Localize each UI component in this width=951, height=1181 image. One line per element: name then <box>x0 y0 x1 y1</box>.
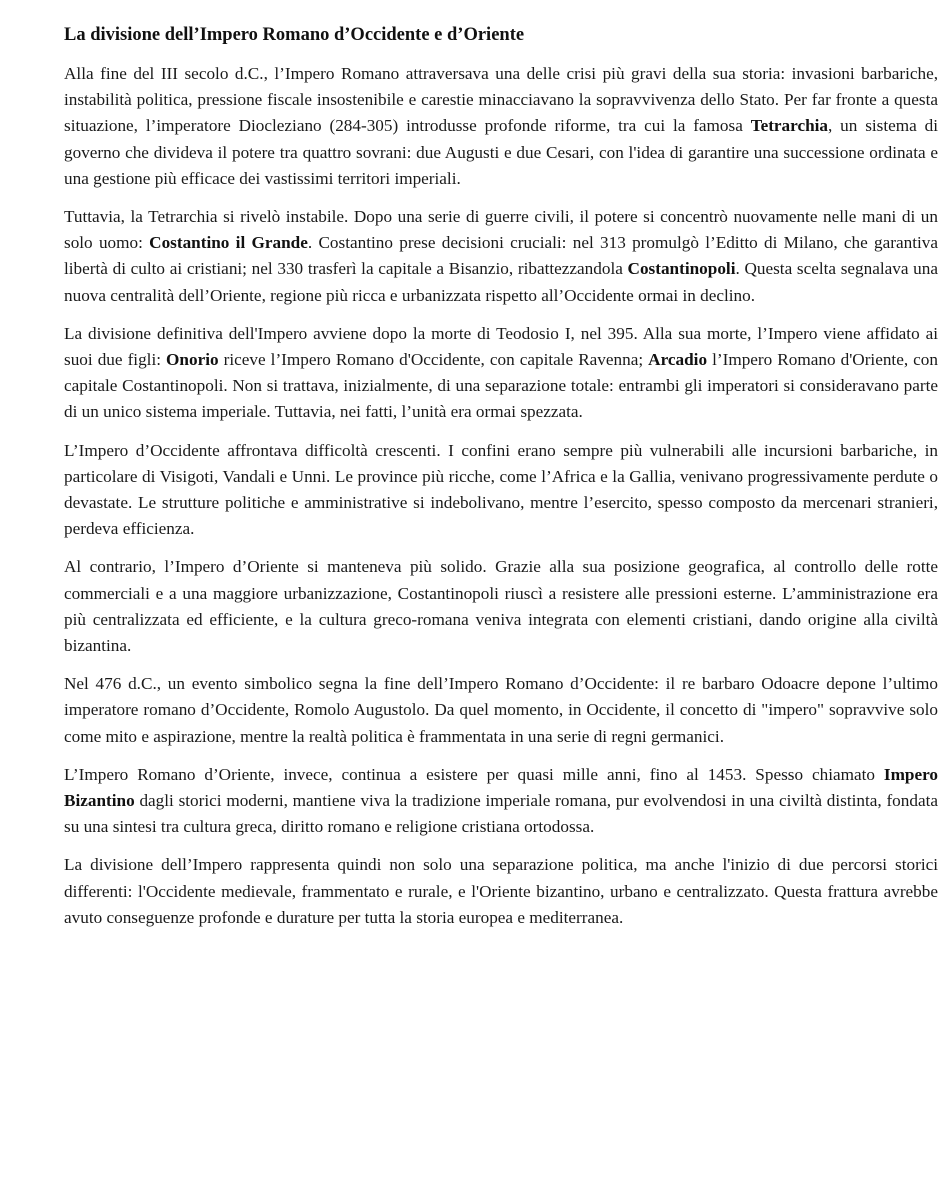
text-segment: L’Impero Romano d’Oriente, invece, continua a esistere per quasi mille anni, fino al 1453. Spesso chiamato <box>64 764 884 784</box>
bold-term: Costantino il Grande <box>149 233 308 253</box>
paragraph-2 <box>64 204 938 309</box>
bold-term: Costantinopoli <box>627 259 736 279</box>
text-segment: , un sistema di governo che divideva il potere tra quattro sovrani: due Augusti e due Cesari, con l'idea di garantire una successione ordinata e una gestione più efficace dei vastissimi territori imperiali. <box>64 116 938 188</box>
text-segment: . Costantino prese decisioni cruciali: nel 313 promulgò l’Editto di Milano, che garantiva libertà di culto ai cristiani; nel 330 trasferì la capitale a Bisanzio, ribattezzandola <box>64 233 938 279</box>
paragraph-5 <box>64 554 938 659</box>
text-segment: dagli storici moderni, mantiene viva la tradizione imperiale romana, pur evolvendosi in una civiltà distinta, fondata su una sintesi tra cultura greca, diritto romano e religione cristiana ortodossa. <box>64 791 938 837</box>
bold-term: Tetrarchia <box>750 116 829 136</box>
paragraph-4 <box>64 438 938 543</box>
paragraph-7 <box>64 762 938 841</box>
paragraph-3 <box>64 321 938 426</box>
text-segment: L’Impero d’Occidente affrontava difficoltà crescenti. I confini erano sempre più vulnerabili alle incursioni barbariche, in particolare di Visigoti, Vandali e Unni. Le province più ricche, come l’Africa e la Gallia, venivano progressivamente perdute o devastate. Le strutture politiche e amministrative si indebolivano, mentre l’esercito, spesso composto da mercenari stranieri, perdeva efficienza. <box>64 440 938 539</box>
bold-term: Onorio <box>166 350 219 370</box>
document-title: La divisione dell’Impero Romano d’Occidente e d’Oriente <box>64 25 525 45</box>
text-segment: Al contrario, l’Impero d’Oriente si manteneva più solido. Grazie alla sua posizione geografica, al controllo delle rotte commerciali e a una maggiore urbanizzazione, Costantinopoli riuscì a resistere alle pressioni esterne. L’amministrazione era più centralizzata ed efficiente, e la cultura greco-romana veniva integrata con elementi cristiani, dando origine alla civiltà bizantina. <box>64 557 938 656</box>
text-segment: l’Impero Romano d'Oriente, con capitale Costantinopoli. Non si trattava, inizialmente, di una separazione totale: entrambi gli imperatori si consideravano parte di un unico sistema imperiale. Tuttavia, nei fatti, l’unità era ormai spezzata. <box>64 350 938 422</box>
text-segment: Nel 476 d.C., un evento simbolico segna la fine dell’Impero Romano d’Occidente: il re barbaro Odoacre depone l’ultimo imperatore romano d’Occidente, Romolo Augustolo. Da quel momento, in Occidente, il concetto di "impero" sopravvive solo come mito e aspirazione, mentre la realtà politica è frammentata in una serie di regni germanici. <box>64 674 938 746</box>
bold-term: Arcadio <box>648 350 708 370</box>
paragraph-1 <box>64 61 938 192</box>
text-segment: riceve l’Impero Romano d'Occidente, con capitale Ravenna; <box>218 350 649 370</box>
paragraph-8 <box>64 852 938 931</box>
text-segment: La divisione dell’Impero rappresenta quindi non solo una separazione politica, ma anche l'inizio di due percorsi storici differenti: l'Occidente medievale, frammentato e rurale, e l'Oriente bizantino, urbano e centralizzato. Questa frattura avrebbe avuto conseguenze profonde e durature per tutta la storia europea e mediterranea. <box>64 855 938 927</box>
text-segment: . Questa scelta segnalava una nuova centralità dell’Oriente, regione più ricca e urbanizzata rispetto all’Occidente ormai in declino. <box>64 259 938 305</box>
bold-term: Impero Bizantino <box>64 764 938 811</box>
text-segment: Tuttavia, la Tetrarchia si rivelò instabile. Dopo una serie di guerre civili, il potere si concentrò nuovamente nelle mani di un solo uomo: <box>64 207 938 253</box>
document-body <box>64 61 938 931</box>
text-segment: La divisione definitiva dell'Impero avviene dopo la morte di Teodosio I, nel 395. Alla sua morte, l’Impero viene affidato ai suoi due figli: <box>64 323 938 370</box>
paragraph-6 <box>64 671 938 750</box>
text-segment: Alla fine del III secolo d.C., l’Impero Romano attraversava una delle crisi più gravi della sua storia: invasioni barbariche, instabilità politica, pressione fiscale insostenibile e carestie minacciavano la sopravvivenza dello Stato. Per far fronte a questa situazione, l’imperatore Diocleziano (284-305) introdusse profonde riforme, tra cui la famosa <box>64 64 938 136</box>
